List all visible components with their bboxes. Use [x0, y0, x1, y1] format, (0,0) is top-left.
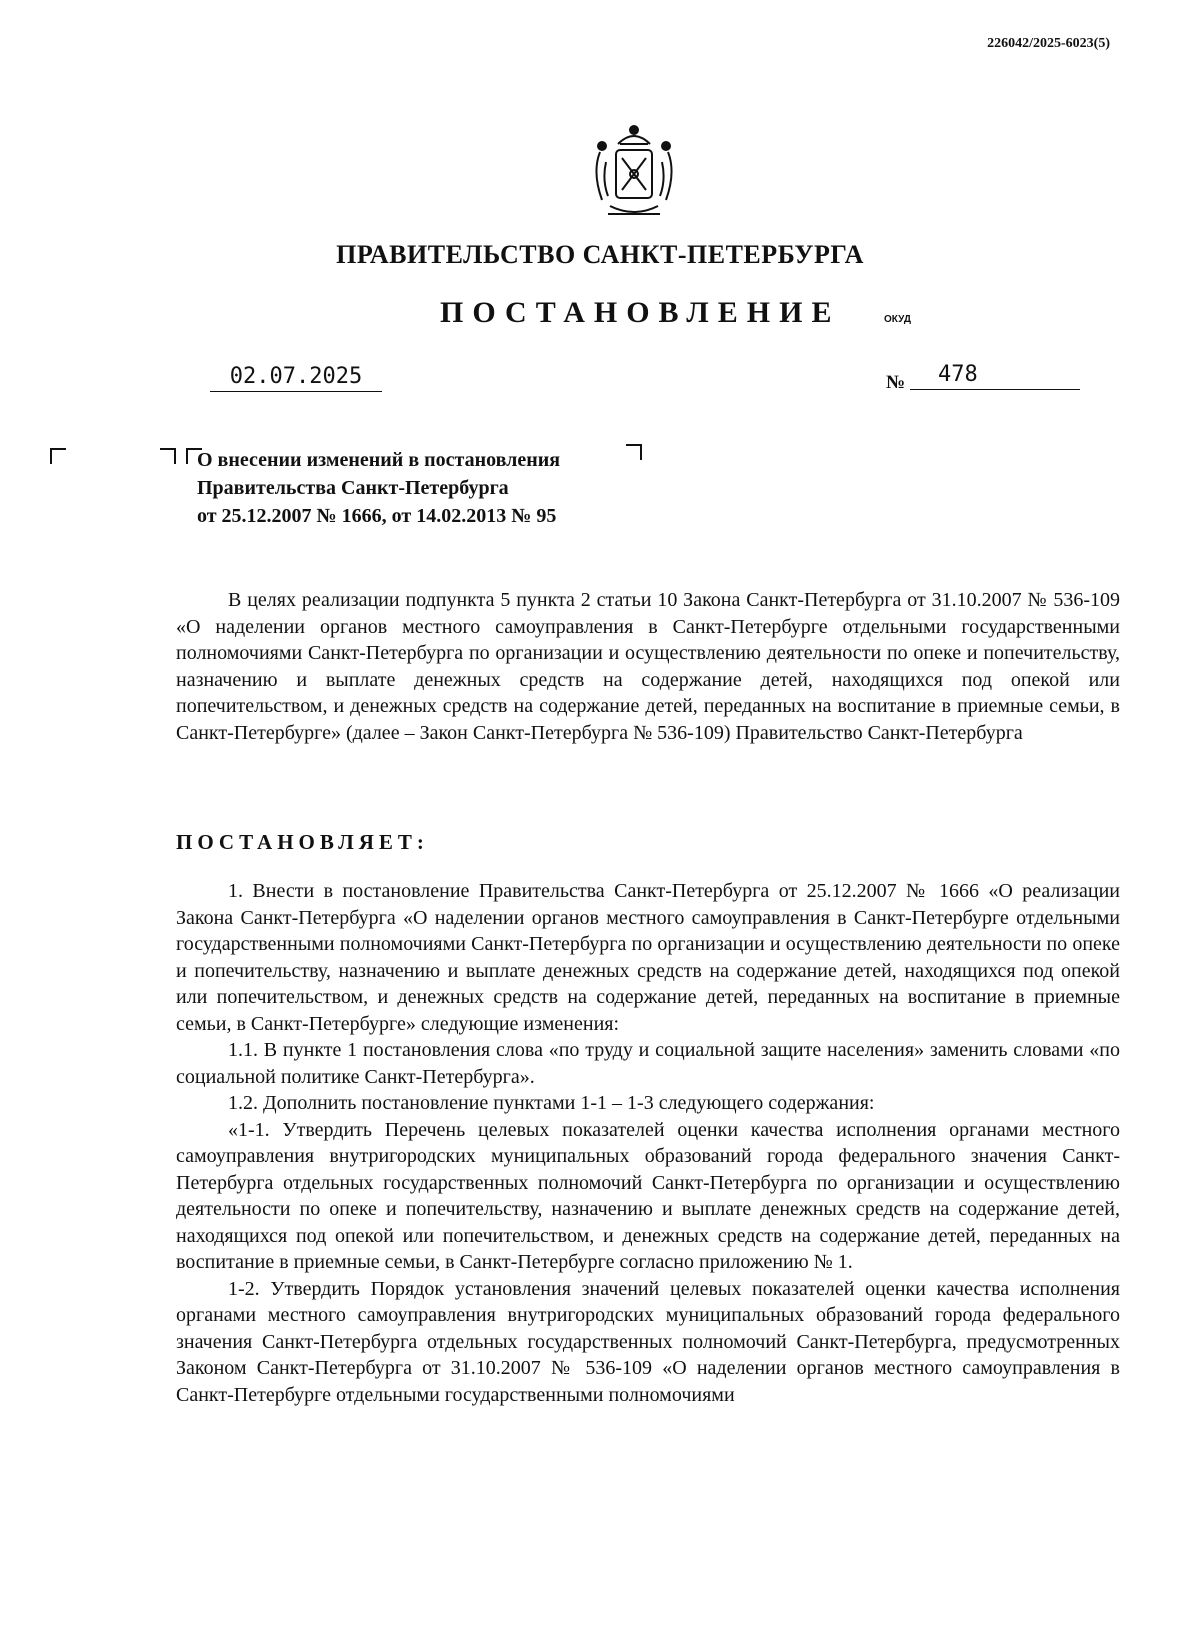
number-label: № [886, 372, 906, 393]
decree-body [176, 878, 1120, 1408]
body-paragraph: 1-2. Утвердить Порядок установления значений целевых показателей оценки качества исполнения органами местного самоуправления внутригородских муниципальных образований города федерального значения Санкт-Петербурга отдельных государственных полномочий Санкт-Петербурга, предусмотренных Законом Санкт-Петербурга от 31.10.2007 № 536-109 «О наделении органов местного самоуправления в Санкт-Петербурге отдельными государственными полномочиями [176, 1277, 1120, 1406]
preamble-block [176, 587, 1120, 746]
body-paragraph: 1.2. Дополнить постановление пунктами 1-1 – 1-3 следующего содержания: [228, 1092, 875, 1114]
preamble-paragraph: В целях реализации подпункта 5 пункта 2 статьи 10 Закона Санкт-Петербурга от 31.10.2007 № 536-109 «О наделении органов местного самоуправления в Санкт-Петербурге отдельными государственными полномочиями Санкт-Петербурга по организации и осуществлению деятельности по опеке и попечительству, назначению и выплате денежных средств на содержание детей, находящихся под опекой или попечительством, и денежных средств на содержание детей, переданных на воспитание в приемные семьи, в Санкт-Петербурге» (далее – Закон Санкт-Петербурга № 536-109) Правительство Санкт-Петербурга [176, 589, 1120, 744]
subject-line: Правительства Санкт-Петербурга [197, 477, 509, 499]
decree-number: 478 [910, 362, 1080, 390]
body-paragraph: 1. Внести в постановление Правительства Санкт-Петербурга от 25.12.2007 № 1666 «О реализации Закона Санкт-Петербурга «О наделении органов местного самоуправления в Санкт-Петербурге отдельными государственными полномочиями Санкт-Петербурга по организации и осуществлению деятельности по опеке и попечительству, назначению и выплате денежных средств на содержание детей, находящихся под опекой или попечительством, и денежных средств на содержание детей, переданных на воспитание в приемные семьи, в Санкт-Петербурге» следующие изменения: [176, 880, 1120, 1035]
body-paragraph: 1.1. В пункте 1 постановления слова «по труду и социальной защите населения» заменить словами «по социальной политике Санкт-Петербурга». [176, 1039, 1120, 1088]
subject-line: от 25.12.2007 № 1666, от 14.02.2013 № 95 [197, 505, 557, 527]
decree-type-title: ПОСТАНОВЛЕНИЕ [440, 296, 841, 329]
corner-mark-subject-left [160, 448, 176, 464]
decree-subject [197, 446, 560, 530]
corner-mark-subject-end [626, 444, 642, 460]
decree-date: 02.07.2025 [210, 364, 382, 392]
okud-label: ОКУД [884, 314, 911, 325]
decrees-heading: ПОСТАНОВЛЯЕТ: [176, 830, 429, 854]
document-id: 226042/2025-6023(5) [987, 36, 1110, 51]
government-title: ПРАВИТЕЛЬСТВО САНКТ-ПЕТЕРБУРГА [336, 240, 864, 269]
body-paragraph: «1-1. Утвердить Перечень целевых показателей оценки качества исполнения органами местного самоуправления внутригородских муниципальных образований города федерального значения Санкт-Петербурга отдельных государственных полномочий Санкт-Петербурга по организации и осуществлению деятельности по опеке и попечительству, назначению и выплате денежных средств на содержание детей, находящихся под опекой или попечительством, и денежных средств на содержание детей, переданных на воспитание в приемные семьи, в Санкт-Петербурге согласно приложению № 1. [176, 1118, 1120, 1273]
subject-line: О внесении изменений в постановления [197, 449, 561, 471]
coat-of-arms-emblem [588, 122, 680, 222]
corner-mark-left [50, 448, 66, 464]
